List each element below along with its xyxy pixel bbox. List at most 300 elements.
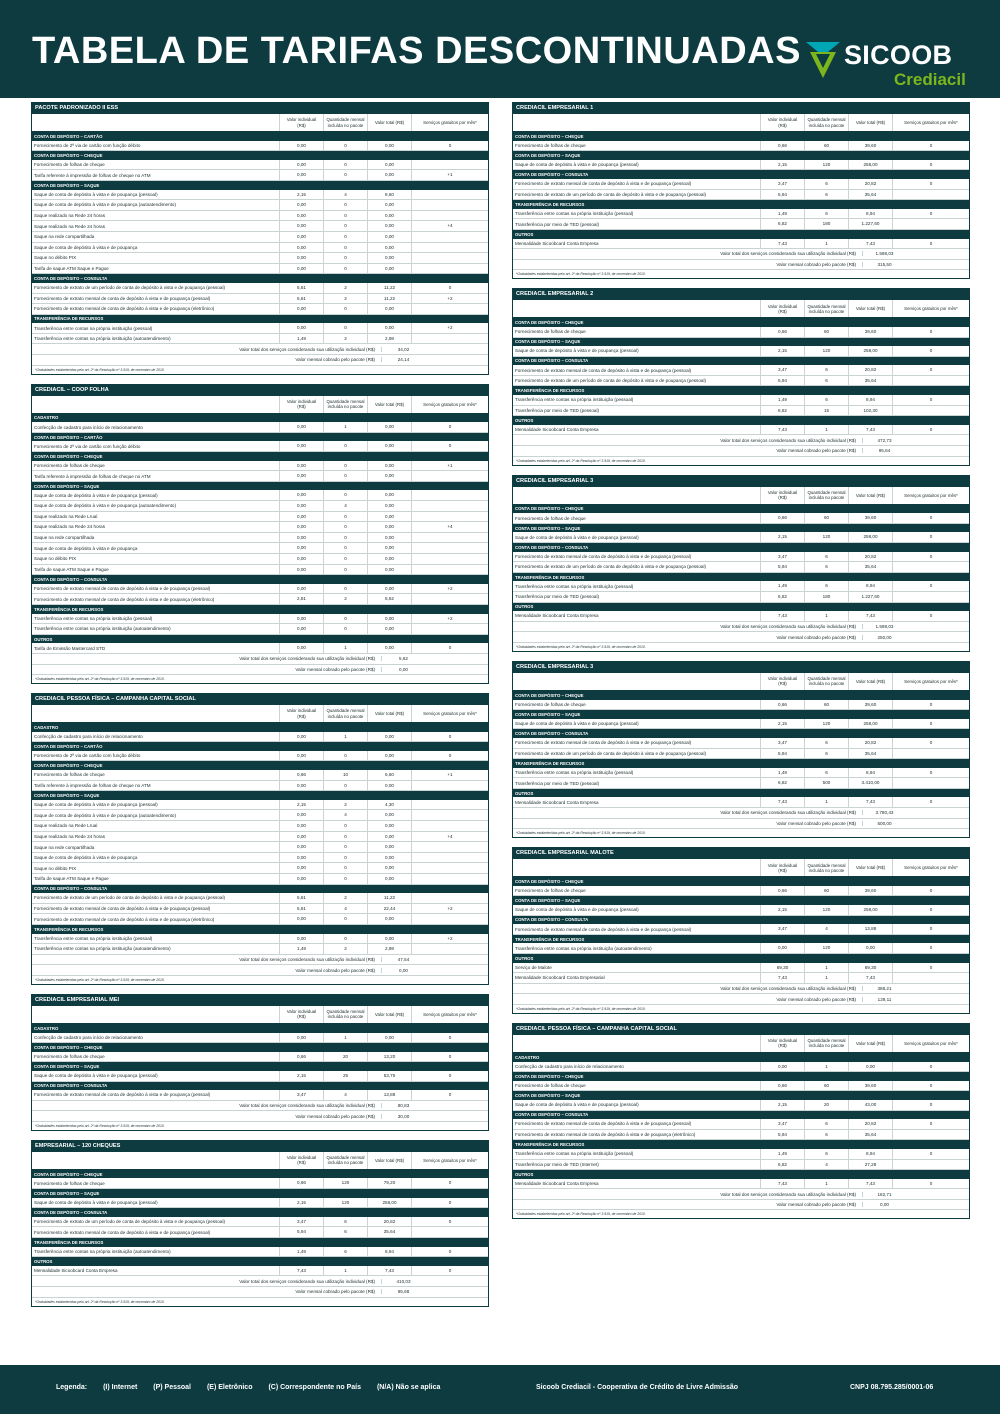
section-label: CONTA DE DEPÓSITO – CONSULTA xyxy=(515,544,589,550)
free-services: 0 xyxy=(892,346,969,356)
free-services: 0 xyxy=(892,719,969,729)
free-services: +2 xyxy=(411,294,488,304)
summary-label: Valor mensal cobrado pelo pacote (R$) xyxy=(295,666,375,672)
table-row xyxy=(32,1071,488,1082)
service-name: Saque de conta de depósito à vista e de poupança (pessoal) xyxy=(515,534,639,540)
service-name: Fornecimento de extrato mensal de conta de depósito à vista e de poupança (eletrônico) xyxy=(34,596,215,602)
header-total-value: Valor total (R$) xyxy=(848,1035,892,1052)
table-row xyxy=(513,1100,969,1111)
summary-value: 315,50 xyxy=(862,262,906,267)
monthly-quantity: 20 xyxy=(804,1100,848,1110)
table-row xyxy=(32,914,488,925)
summary-row xyxy=(32,1101,488,1112)
total-value: 8,94 xyxy=(848,395,892,405)
individual-value: 1,49 xyxy=(279,1247,323,1257)
service-name: Fornecimento de extrato mensal de conta de depósito à vista e de poupança (pessoal) xyxy=(34,586,211,592)
legend-item: (I) Internet xyxy=(103,1384,138,1391)
table-row xyxy=(513,179,969,190)
total-value: 22,44 xyxy=(367,904,411,914)
table-row xyxy=(513,425,969,436)
individual-value: 0,66 xyxy=(760,513,804,523)
service-name: Fornecimento de extrato de um período de conta de depósito à vista e de poupança (pessoal) xyxy=(515,191,707,197)
individual-value: 2,15 xyxy=(760,532,804,542)
section-label: CONTA DE DEPÓSITO – CONSULTA xyxy=(515,1112,589,1118)
table-row xyxy=(32,200,488,211)
free-services: 0 xyxy=(411,1198,488,1208)
service-name: Fornecimento de folhas de cheque xyxy=(34,772,105,778)
free-services: 0 xyxy=(892,1179,969,1189)
service-name: Mensalidade Sicoobcard Conta Empresarial xyxy=(515,975,605,981)
free-services: 0 xyxy=(411,1071,488,1081)
monthly-quantity: 6 xyxy=(804,581,848,591)
free-services: 0 xyxy=(892,1062,969,1072)
section-row xyxy=(32,482,488,491)
section-row xyxy=(513,789,969,798)
individual-value: 2,15 xyxy=(760,346,804,356)
table-footnote: *Gratuidades estabelecidas pelo art. 2º da Resolução nº 3.919, de novembro de 2010. xyxy=(516,831,646,836)
section-label: CONTA DE DEPÓSITO – CHEQUE xyxy=(34,1171,103,1177)
section-label: CONTA DE DEPÓSITO – SAQUE xyxy=(515,711,581,717)
service-name: Saque na rede compartilhada xyxy=(34,535,95,541)
individual-value: 1,49 xyxy=(760,1149,804,1159)
table-row xyxy=(32,732,488,743)
free-services xyxy=(411,512,488,522)
summary-value: 24,14 xyxy=(381,357,425,362)
table-row xyxy=(32,1266,488,1277)
table-row xyxy=(32,253,488,264)
section-row xyxy=(513,729,969,738)
free-services: 0 xyxy=(411,441,488,451)
free-services xyxy=(411,264,488,274)
free-services: 0 xyxy=(892,1100,969,1110)
individual-value: 5,61 xyxy=(279,283,323,293)
service-name: Saque realizado na Rede 24 horas xyxy=(34,524,105,530)
service-name: Transferência entre contas na própria instituição (pessoal) xyxy=(515,583,634,589)
monthly-quantity: 0 xyxy=(323,842,367,852)
section-row xyxy=(513,151,969,160)
summary-label: Valor mensal cobrado pelo pacote (R$) xyxy=(776,262,856,268)
section-label: CONTA DE DEPÓSITO – CHEQUE xyxy=(515,133,584,139)
summary-value: 5,62 xyxy=(381,656,425,661)
total-value: 0,00 xyxy=(367,323,411,333)
free-services: 0 xyxy=(411,751,488,761)
total-value: 0,00 xyxy=(367,232,411,242)
table-row xyxy=(513,924,969,935)
total-value: 0,00 xyxy=(367,584,411,594)
individual-value: 2,15 xyxy=(760,1100,804,1110)
total-value: 43,00 xyxy=(848,1100,892,1110)
section-label: CONTA DE DEPÓSITO – CHEQUE xyxy=(515,879,584,885)
monthly-quantity: 60 xyxy=(804,141,848,151)
section-row xyxy=(32,1082,488,1091)
table-row xyxy=(513,592,969,603)
legend-item: (C) Correspondente no País xyxy=(268,1384,362,1391)
section-label: CONTA DE DEPÓSITO – SAQUE xyxy=(515,339,581,345)
service-name: Transferência entre contas na própria instituição (autoatendimento) xyxy=(34,946,171,952)
individual-value: 2,15 xyxy=(279,1198,323,1208)
free-services xyxy=(411,810,488,820)
section-row xyxy=(32,605,488,614)
free-services xyxy=(892,778,969,788)
individual-value: 6,82 xyxy=(760,778,804,788)
section-label: CONTA DE DEPÓSITO – CHEQUE xyxy=(34,1044,103,1050)
total-value: 258,00 xyxy=(848,905,892,915)
total-value: 258,00 xyxy=(848,719,892,729)
summary-value: 47,54 xyxy=(381,957,425,962)
free-services: 0 xyxy=(892,1149,969,1159)
service-name: Fornecimento de extrato mensal de conta de depósito à vista e de poupança (pessoal) xyxy=(515,181,692,187)
table-row xyxy=(32,1247,488,1258)
free-services: +2 xyxy=(411,614,488,624)
individual-value: 0,66 xyxy=(760,1081,804,1091)
service-name: Saque de conta de depósito à vista e de poupança xyxy=(34,855,138,861)
service-name: Transferência entre contas na própria instituição (autoatendimento) xyxy=(34,336,171,342)
monthly-quantity: 1 xyxy=(323,643,367,653)
free-services: +2 xyxy=(411,323,488,333)
individual-value: 6,82 xyxy=(760,406,804,416)
section-label: OUTROS xyxy=(515,231,534,237)
free-services: 0 xyxy=(411,422,488,432)
summary-label: Valor mensal cobrado pelo pacote (R$) xyxy=(295,967,375,973)
header-free-services: Serviços gratuitos por mês* xyxy=(411,705,488,722)
summary-row xyxy=(32,1287,488,1298)
individual-value: 1,49 xyxy=(760,395,804,405)
individual-value: 3,47 xyxy=(760,365,804,375)
total-value: 0,00 xyxy=(367,934,411,944)
total-value: 0,00 xyxy=(367,200,411,210)
section-row xyxy=(32,132,488,141)
service-name: Mensalidade Sicoobcard Conta Empresa xyxy=(515,799,599,805)
table-title: EMPRESARIAL – 120 CHEQUES xyxy=(32,1141,488,1152)
monthly-quantity: 6 xyxy=(804,190,848,200)
service-name: Confecção de cadastro para início de relacionamento xyxy=(34,733,143,739)
summary-row xyxy=(513,984,969,995)
individual-value: 0,00 xyxy=(279,781,323,791)
free-services: 0 xyxy=(892,905,969,915)
total-value: 35,64 xyxy=(848,562,892,572)
free-services: +1 xyxy=(411,461,488,471)
section-label: OUTROS xyxy=(34,1259,53,1265)
table-title: CREDIACIL EMPRESARIAL 3 xyxy=(513,476,969,487)
section-row xyxy=(513,357,969,366)
cnpj: CNPJ 08.795.285/0001-06 xyxy=(850,1384,934,1391)
service-name: Tarifa de saque ATM Saque e Pague xyxy=(34,266,109,272)
total-value: 7,43 xyxy=(848,1179,892,1189)
summary-value: 0,00 xyxy=(381,968,425,973)
free-services: 0 xyxy=(411,1090,488,1100)
section-label: CADASTRO xyxy=(34,724,59,730)
table-row xyxy=(513,562,969,573)
table-row xyxy=(513,346,969,357)
total-value: 0,00 xyxy=(367,732,411,742)
free-services: 0 xyxy=(411,1247,488,1257)
summary-label: Valor total dos serviços considerando sua utilização individual (R$) xyxy=(720,251,856,257)
section-row xyxy=(513,524,969,533)
section-row xyxy=(32,1208,488,1217)
total-value: 35,64 xyxy=(848,749,892,759)
table-row xyxy=(513,719,969,730)
service-name: Fornecimento de folhas de cheque xyxy=(34,1180,105,1186)
table-row xyxy=(32,490,488,501)
total-value: 0,00 xyxy=(367,554,411,564)
individual-value: 0,00 xyxy=(279,441,323,451)
summary-label: Valor mensal cobrado pelo pacote (R$) xyxy=(776,996,856,1002)
individual-value: 0,00 xyxy=(279,584,323,594)
individual-value: 0,00 xyxy=(279,832,323,842)
total-value: 0,00 xyxy=(367,914,411,924)
monthly-quantity: 0 xyxy=(323,170,367,180)
free-services: 0 xyxy=(892,963,969,973)
free-services: 0 xyxy=(411,643,488,653)
header-individual-value: Valor individual (R$) xyxy=(279,1152,323,1169)
free-services: 0 xyxy=(892,425,969,435)
table-row xyxy=(513,768,969,779)
summary-value: 472,73 xyxy=(862,438,906,443)
table-row xyxy=(32,323,488,334)
total-value: 2,98 xyxy=(367,944,411,954)
section-row xyxy=(32,761,488,770)
table-row xyxy=(32,594,488,605)
section-row xyxy=(32,1189,488,1198)
service-name: Fornecimento de folhas de cheque xyxy=(515,329,586,335)
service-name: Fornecimento de folhas de cheque xyxy=(34,162,105,168)
monthly-quantity: 0 xyxy=(323,853,367,863)
individual-value: 3,47 xyxy=(760,924,804,934)
free-services: 0 xyxy=(411,141,488,151)
table-row xyxy=(32,283,488,294)
summary-row xyxy=(513,808,969,819)
table-row xyxy=(32,1198,488,1209)
service-name: Transferência entre contas na própria instituição (pessoal) xyxy=(515,397,634,403)
individual-value: 3,47 xyxy=(760,738,804,748)
section-label: CONTA DE DEPÓSITO – SAQUE xyxy=(34,1064,100,1070)
service-name: Saque no débito PIX xyxy=(34,556,77,562)
individual-value: 0,00 xyxy=(279,914,323,924)
header-free-services: Serviços gratuitos por mês* xyxy=(892,673,969,690)
total-value: 0,00 xyxy=(367,512,411,522)
service-name: Saque de conta de depósito à vista e de poupança (pessoal) xyxy=(515,348,639,354)
monthly-quantity: 6 xyxy=(804,1119,848,1129)
table-row xyxy=(32,211,488,222)
table-row xyxy=(32,614,488,625)
table-row xyxy=(513,406,969,417)
service-name: Transferência por meio de TED (pessoal) xyxy=(515,407,599,413)
total-value: 258,00 xyxy=(367,1198,411,1208)
service-name: Fornecimento de folhas de cheque xyxy=(515,888,586,894)
free-services: 0 xyxy=(892,532,969,542)
monthly-quantity: 0 xyxy=(323,160,367,170)
monthly-quantity: 6 xyxy=(804,552,848,562)
table-row xyxy=(32,264,488,275)
section-row xyxy=(32,1170,488,1179)
monthly-quantity: 4 xyxy=(804,924,848,934)
header-free-services: Serviços gratuitos por mês* xyxy=(411,114,488,131)
header-monthly-qty: Quantidade mensal incluída no pacote xyxy=(804,114,848,131)
free-services: 0 xyxy=(892,768,969,778)
monthly-quantity: 6 xyxy=(804,1130,848,1140)
monthly-quantity: 1 xyxy=(323,1266,367,1276)
table-row xyxy=(32,821,488,832)
table-row xyxy=(513,365,969,376)
individual-value: 5,61 xyxy=(279,294,323,304)
section-label: TRANSFERÊNCIA DE RECURSOS xyxy=(34,316,104,322)
tariff-table xyxy=(31,384,489,684)
individual-value: 5,94 xyxy=(760,376,804,386)
service-name: Fornecimento de 2ª via de cartão com função débito xyxy=(34,443,141,449)
table-row xyxy=(513,219,969,230)
table-row xyxy=(513,1179,969,1190)
section-label: OUTROS xyxy=(515,955,534,961)
header-total-value: Valor total (R$) xyxy=(848,114,892,131)
service-name: Confecção de cadastro para início de relacionamento xyxy=(34,424,143,430)
section-row xyxy=(32,452,488,461)
individual-value: 0,00 xyxy=(279,512,323,522)
total-value: 53,75 xyxy=(367,1071,411,1081)
table-footnote: *Gratuidades estabelecidas pelo art. 2º da Resolução nº 3.919, de novembro de 2010. xyxy=(35,677,165,682)
table-row xyxy=(32,141,488,152)
free-services xyxy=(411,874,488,884)
total-value: 0,00 xyxy=(367,221,411,231)
section-row xyxy=(513,505,969,514)
individual-value: 7,43 xyxy=(760,425,804,435)
total-value: 35,64 xyxy=(367,1227,411,1237)
free-services xyxy=(411,190,488,200)
free-services: 0 xyxy=(892,141,969,151)
individual-value: 6,82 xyxy=(760,1160,804,1170)
section-row xyxy=(513,691,969,700)
total-value: 0,00 xyxy=(367,522,411,532)
service-name: Saque de conta de depósito à vista e de poupança (pessoal) xyxy=(515,721,639,727)
total-value: 0,00 xyxy=(848,1062,892,1072)
monthly-quantity: 2 xyxy=(323,800,367,810)
summary-label: Valor total dos serviços considerando sua utilização individual (R$) xyxy=(239,656,375,662)
free-services xyxy=(411,853,488,863)
free-services xyxy=(411,543,488,553)
summary-value: 34,02 xyxy=(381,347,425,352)
total-value: 39,60 xyxy=(848,141,892,151)
table-footnote: *Gratuidades estabelecidas pelo art. 2º da Resolução nº 3.919, de novembro de 2010. xyxy=(516,1006,646,1011)
free-services xyxy=(411,232,488,242)
summary-value: 1.598,03 xyxy=(862,624,906,629)
monthly-quantity: 0 xyxy=(323,253,367,263)
header-free-services: Serviços gratuitos por mês* xyxy=(892,300,969,317)
free-services: 0 xyxy=(411,1052,488,1062)
section-row xyxy=(32,414,488,423)
table-row xyxy=(32,304,488,315)
individual-value: 7,43 xyxy=(760,973,804,983)
tariff-table xyxy=(512,102,970,279)
individual-value: 0,00 xyxy=(279,810,323,820)
section-row xyxy=(513,1091,969,1100)
table-row xyxy=(32,160,488,171)
free-services: 0 xyxy=(892,924,969,934)
free-services: 0 xyxy=(411,1033,488,1043)
total-value: 11,22 xyxy=(367,283,411,293)
individual-value: 5,61 xyxy=(279,893,323,903)
service-name: Saque realizado na Rede 24 horas xyxy=(34,213,105,219)
summary-value: 0,00 xyxy=(381,667,425,672)
table-row xyxy=(513,1062,969,1073)
total-value: 0,00 xyxy=(367,422,411,432)
summary-value: 95,68 xyxy=(381,1289,425,1294)
summary-label: Valor total dos serviços considerando sua utilização individual (R$) xyxy=(239,957,375,963)
legend-item: (P) Pessoal xyxy=(153,1384,192,1391)
monthly-quantity: 6 xyxy=(804,562,848,572)
table-row xyxy=(513,190,969,201)
total-value: 7,43 xyxy=(848,797,892,807)
section-label: TRANSFERÊNCIA DE RECURSOS xyxy=(515,388,585,394)
total-value: 39,60 xyxy=(848,700,892,710)
free-services xyxy=(892,376,969,386)
service-name: Fornecimento de folhas de cheque xyxy=(515,701,586,707)
header-total-value: Valor total (R$) xyxy=(367,705,411,722)
section-label: CONTA DE DEPÓSITO – CONSULTA xyxy=(515,917,589,923)
individual-value: 0,00 xyxy=(279,471,323,481)
total-value: 0,00 xyxy=(367,842,411,852)
table-row xyxy=(32,441,488,452)
service-name: Saque de conta de depósito à vista e de poupança (autoatendimento) xyxy=(34,503,177,509)
section-label: CONTA DE DEPÓSITO – CARTÃO xyxy=(34,434,103,440)
tariff-table xyxy=(512,288,970,465)
section-row xyxy=(32,1062,488,1071)
section-row xyxy=(513,1072,969,1081)
legend-item: (N/A) Não se aplica xyxy=(376,1384,441,1391)
free-services xyxy=(411,1227,488,1237)
table-row xyxy=(32,190,488,201)
table-footnote: *Gratuidades estabelecidas pelo art. 2º da Resolução nº 3.919, de novembro de 2010. xyxy=(516,644,646,649)
header-individual-value: Valor individual (R$) xyxy=(279,1006,323,1023)
free-services xyxy=(411,893,488,903)
monthly-quantity: 0 xyxy=(323,565,367,575)
service-name: Transferência entre contas na própria instituição (autoatendimento) xyxy=(515,945,652,951)
free-services: 0 xyxy=(892,239,969,249)
total-value: 8,94 xyxy=(848,768,892,778)
section-label: CONTA DE DEPÓSITO – CHEQUE xyxy=(515,320,584,326)
table-header-row xyxy=(32,1006,488,1024)
table-row xyxy=(32,944,488,955)
section-row xyxy=(513,230,969,239)
free-services xyxy=(411,554,488,564)
table-row xyxy=(32,853,488,864)
header-monthly-qty: Quantidade mensal incluída no pacote xyxy=(804,673,848,690)
service-name: Saque realizado na Rede 24 horas xyxy=(34,223,105,229)
free-services xyxy=(892,1160,969,1170)
total-value: 0,00 xyxy=(367,211,411,221)
total-value: 39,60 xyxy=(848,513,892,523)
section-label: CONTA DE DEPÓSITO – CARTÃO xyxy=(34,744,103,750)
total-value: 11,22 xyxy=(367,893,411,903)
total-value: 13,88 xyxy=(367,1090,411,1100)
monthly-quantity: 0 xyxy=(323,200,367,210)
free-services: 0 xyxy=(892,160,969,170)
monthly-quantity: 0 xyxy=(323,914,367,924)
individual-value: 0,00 xyxy=(279,160,323,170)
individual-value: 0,00 xyxy=(279,323,323,333)
individual-value: 0,00 xyxy=(279,221,323,231)
service-name: Tarifa referente à impressão de folhas de cheque no ATM xyxy=(34,782,151,788)
table-row xyxy=(32,1178,488,1189)
summary-label: Valor mensal cobrado pelo pacote (R$) xyxy=(295,1289,375,1295)
monthly-quantity: 2 xyxy=(323,283,367,293)
monthly-quantity: 6 xyxy=(804,395,848,405)
service-name: Mensalidade Sicoobcard Conta Empresa xyxy=(515,427,599,433)
section-label: CADASTRO xyxy=(515,1054,540,1060)
service-name: Confecção de cadastro para início de relacionamento xyxy=(34,1034,143,1040)
section-row xyxy=(32,575,488,584)
individual-value: 2,15 xyxy=(279,800,323,810)
section-row xyxy=(513,935,969,944)
individual-value: 7,43 xyxy=(760,611,804,621)
